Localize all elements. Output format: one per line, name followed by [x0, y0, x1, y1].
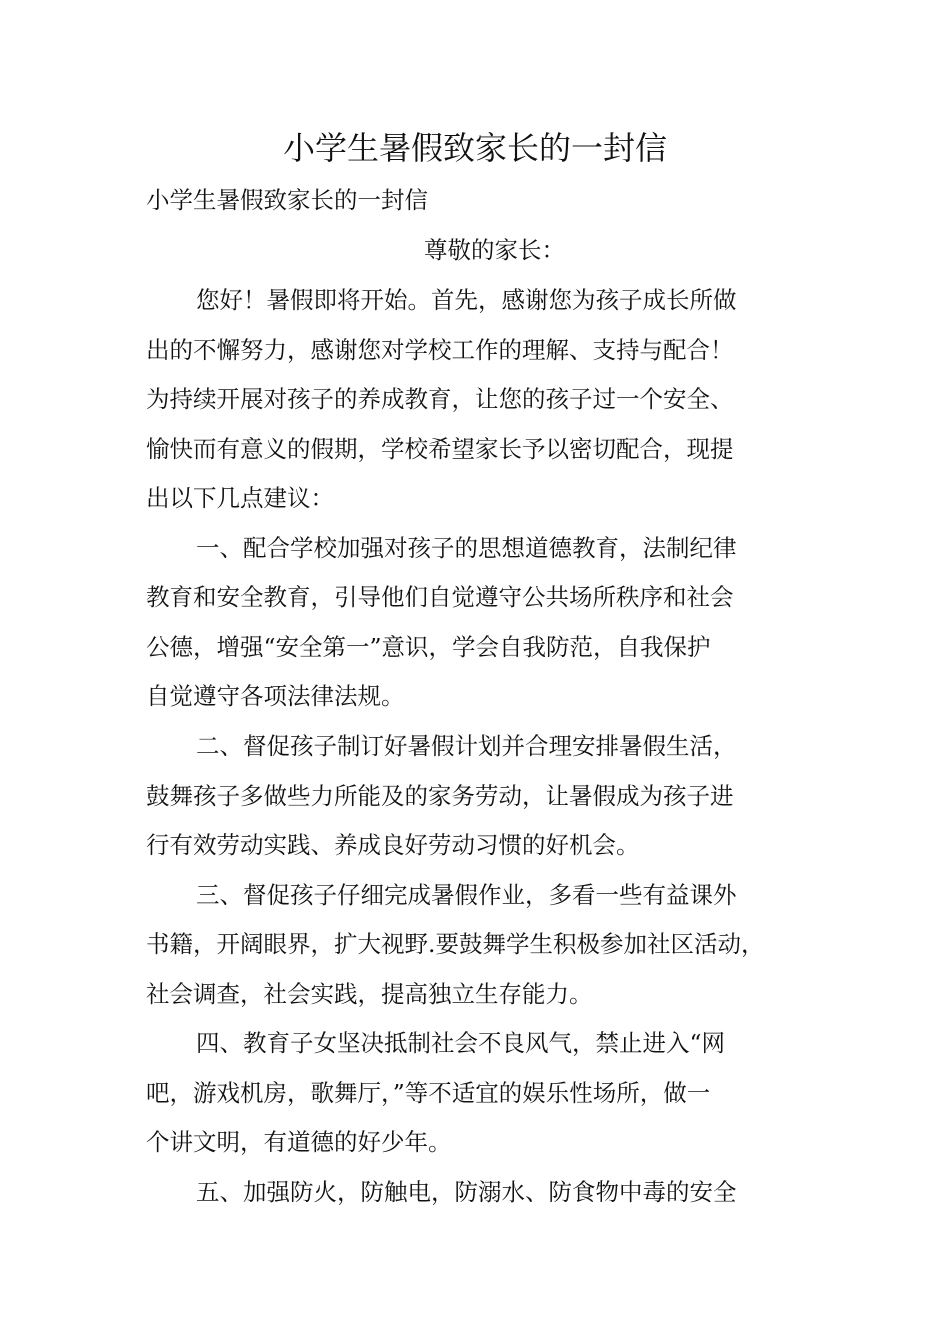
document-subtitle: 小学生暑假致家长的一封信 [146, 186, 428, 214]
document-title: 小学生暑假致家长的一封信 [282, 129, 667, 167]
paragraph-1-line-2: 出的不懈努力，感谢您对学校工作的理解、支持与配合！ [146, 336, 734, 364]
paragraph-2-line-2: 教育和安全教育，引导他们自觉遵守公共场所秩序和社会 [146, 583, 734, 611]
paragraph-2-line-1: 一、配合学校加强对孩子的思想道德教育，法制纪律 [196, 534, 737, 562]
paragraph-2-line-4: 自觉遵守各项法律法规。 [146, 682, 405, 710]
paragraph-3-line-3: 行有效劳动实践、养成良好劳动习惯的好机会。 [146, 831, 640, 859]
paragraph-1-line-5: 出以下几点建议： [146, 484, 334, 512]
paragraph-5-line-3: 个讲文明，有道德的好少年。 [146, 1128, 452, 1156]
paragraph-5-line-2: 吧，游戏机房，歌舞厅，”等不适宜的娱乐性场所，做一 [146, 1079, 711, 1107]
salutation: 尊敬的家长： [424, 236, 565, 264]
paragraph-1-line-1: 您好！暑假即将开始。首先，感谢您为孩子成长所做 [196, 286, 737, 314]
paragraph-3-line-2: 鼓舞孩子多做些力所能及的家务劳动，让暑假成为孩子进 [146, 782, 734, 810]
paragraph-5-line-1: 四、教育子女坚决抵制社会不良风气，禁止进入“网 [196, 1029, 726, 1057]
paragraph-4-line-2: 书籍，开阔眼界，扩大视野.要鼓舞学生积极参加社区活动， [146, 930, 765, 958]
paragraph-1-line-3: 为持续开展对孩子的养成教育，让您的孩子过一个安全、 [146, 385, 734, 413]
paragraph-4-line-1: 三、督促孩子仔细完成暑假作业，多看一些有益课外 [196, 881, 737, 909]
paragraph-3-line-1: 二、督促孩子制订好暑假计划并合理安排暑假生活， [196, 732, 737, 760]
paragraph-2-line-3: 公德，增强“安全第一”意识，学会自我防范，自我保护 [146, 633, 711, 661]
paragraph-6-line-1: 五、加强防火，防触电，防溺水、防食物中毒的安全 [196, 1178, 737, 1206]
paragraph-1-line-4: 愉快而有意义的假期，学校希望家长予以密切配合，现提 [146, 435, 734, 463]
paragraph-4-line-3: 社会调查，社会实践，提高独立生存能力。 [146, 980, 593, 1008]
